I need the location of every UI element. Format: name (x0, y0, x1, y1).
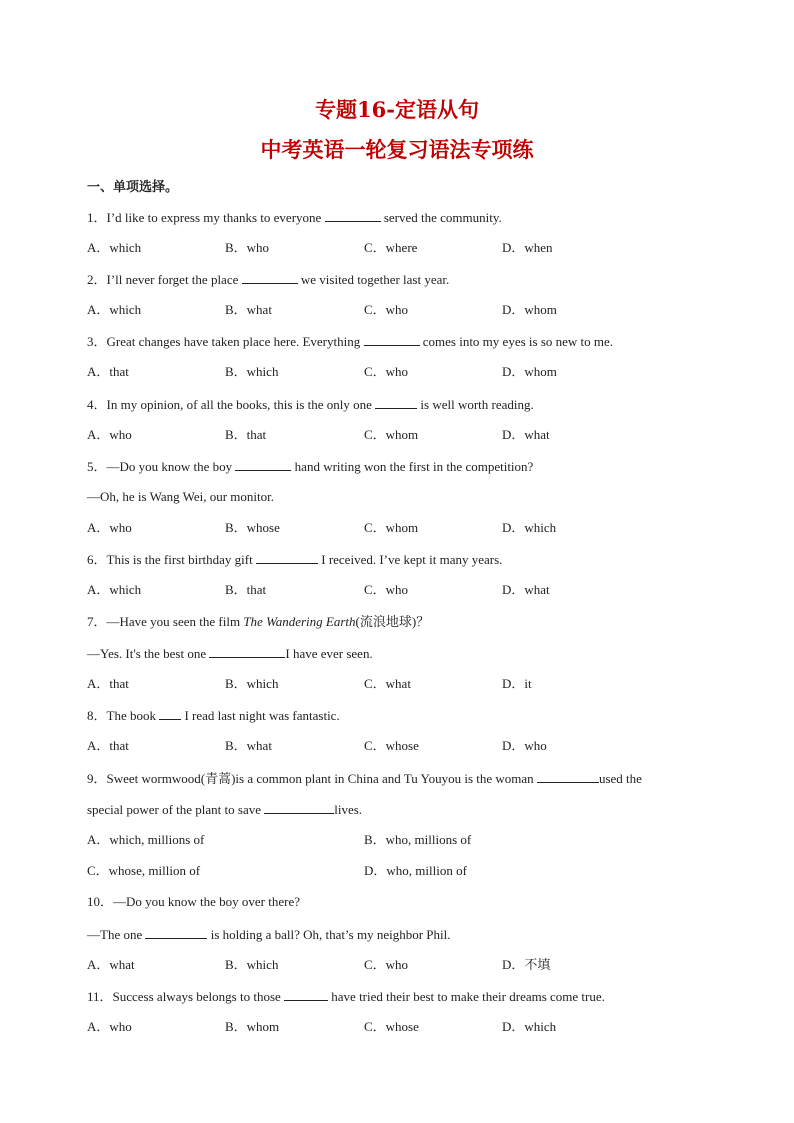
stem-text: 9．Sweet wormwood(青蒿)is a common plant in China and Tu Youyou is the woman (87, 771, 537, 786)
option-d: D．which (502, 520, 557, 535)
option-b: B．whom (225, 1019, 280, 1034)
option-c: C．who (364, 582, 409, 597)
question-4-stem (87, 396, 534, 413)
stem-text: —Yes. It's the best one (87, 646, 210, 661)
option-c: C．whom (364, 520, 419, 535)
option-a: A．which (87, 582, 142, 597)
answer-blank (364, 333, 420, 346)
option-b: B．that (225, 427, 267, 442)
stem-text: 3．Great changes have taken place here. Everything (87, 334, 364, 349)
page-subtitle: 中考英语一轮复习语法专项练 (260, 137, 534, 162)
question-5-dialogue: —Oh, he is Wang Wei, our monitor. (87, 489, 274, 504)
option-d: D．who, million of (364, 863, 467, 878)
option-b: B．what (225, 738, 272, 753)
option-c: C．who (364, 364, 409, 379)
question-6-stem (87, 551, 502, 568)
option-d: D．who (502, 738, 547, 753)
option-c: C．where (364, 240, 418, 255)
stem-text: (流浪地球)？ (355, 614, 430, 629)
stem-text: 6．This is the first birthday gift (87, 552, 256, 567)
answer-blank (537, 770, 599, 783)
option-b: B．which (225, 957, 279, 972)
answer-blank (325, 209, 381, 222)
stem-text: comes into my eyes is so new to me. (419, 334, 614, 349)
option-c: C．what (364, 676, 411, 691)
question-5-stem (87, 458, 533, 475)
answer-blank (242, 271, 298, 284)
answer-blank (209, 645, 285, 658)
option-d: D．不填 (502, 957, 551, 972)
option-a: A．which (87, 302, 142, 317)
option-d: D．which (502, 1019, 557, 1034)
option-c: C．whom (364, 427, 419, 442)
option-c: C．whose (364, 738, 419, 753)
question-3-stem (87, 333, 613, 350)
question-1-stem (87, 209, 502, 226)
answer-blank (375, 396, 417, 409)
option-a: A．what (87, 957, 135, 972)
option-a: A．that (87, 676, 129, 691)
stem-text: I received. I’ve kept it many years. (317, 552, 503, 567)
option-d: D．whom (502, 302, 557, 317)
stem-text: 11．Success always belongs to those (87, 989, 285, 1004)
stem-text: 1．I’d like to express my thanks to everyone (87, 210, 325, 225)
question-8-stem (87, 707, 340, 724)
option-b: B．which (225, 676, 279, 691)
answer-blank (256, 551, 318, 564)
answer-blank (159, 707, 181, 720)
option-d: D．whom (502, 364, 557, 379)
stem-text: 8．The book (87, 708, 160, 723)
answer-blank (235, 458, 291, 471)
question-10-stem: 10．—Do you know the boy over there? (87, 894, 301, 909)
stem-text: is holding a ball? Oh, that’s my neighbor Phil. (207, 927, 451, 942)
question-9-stem (87, 770, 642, 787)
stem-text: 2．I’ll never forget the place (87, 272, 242, 287)
stem-text: —The one (87, 927, 146, 942)
option-c: C．whose (364, 1019, 419, 1034)
option-b: B．whose (225, 520, 280, 535)
stem-text: I have ever seen. (285, 646, 373, 661)
question-10-dialogue (87, 926, 451, 943)
option-a: A．who (87, 520, 132, 535)
option-a: A．who (87, 1019, 132, 1034)
option-d: D．what (502, 427, 550, 442)
stem-text: served the community. (380, 210, 502, 225)
section-heading: 一、单项选择。 (87, 180, 179, 195)
option-a: A．that (87, 738, 129, 753)
stem-text: we visited together last year. (297, 272, 450, 287)
stem-text: have tried their best to make their dreams come true. (328, 989, 605, 1004)
stem-text: 7．—Have you seen the film (87, 614, 244, 629)
stem-text: hand writing won the first in the competition? (291, 459, 534, 474)
page-title: 专题16-定语从句 (315, 97, 479, 122)
answer-blank (145, 926, 207, 939)
option-a: A．who (87, 427, 132, 442)
option-b: B．what (225, 302, 272, 317)
option-b: B．who, millions of (364, 832, 472, 847)
option-d: D．it (502, 676, 532, 691)
question-2-stem (87, 271, 449, 288)
answer-blank (284, 988, 328, 1001)
film-title: The Wandering Earth (243, 614, 356, 629)
stem-text: is well worth reading. (417, 397, 534, 412)
stem-text: used the (598, 771, 642, 786)
option-c: C．who (364, 302, 409, 317)
stem-text: special power of the plant to save (87, 802, 265, 817)
option-b: B．who (225, 240, 270, 255)
option-b: B．that (225, 582, 267, 597)
question-9-continuation (87, 801, 362, 818)
stem-text: lives. (334, 802, 363, 817)
question-7-dialogue (87, 645, 373, 662)
option-c: C．who (364, 957, 409, 972)
option-a: A．which, millions of (87, 832, 205, 847)
question-7-stem (87, 614, 429, 630)
option-c: C．whose, million of (87, 863, 201, 878)
question-11-stem (87, 988, 605, 1005)
option-b: B．which (225, 364, 279, 379)
stem-text: 5．—Do you know the boy (87, 459, 236, 474)
option-a: A．that (87, 364, 129, 379)
answer-blank (264, 801, 334, 814)
stem-text: 4．In my opinion, of all the books, this is the only one (87, 397, 376, 412)
option-a: A．which (87, 240, 142, 255)
option-d: D．what (502, 582, 550, 597)
option-d: D．when (502, 240, 553, 255)
stem-text: I read last night was fantastic. (181, 708, 340, 723)
